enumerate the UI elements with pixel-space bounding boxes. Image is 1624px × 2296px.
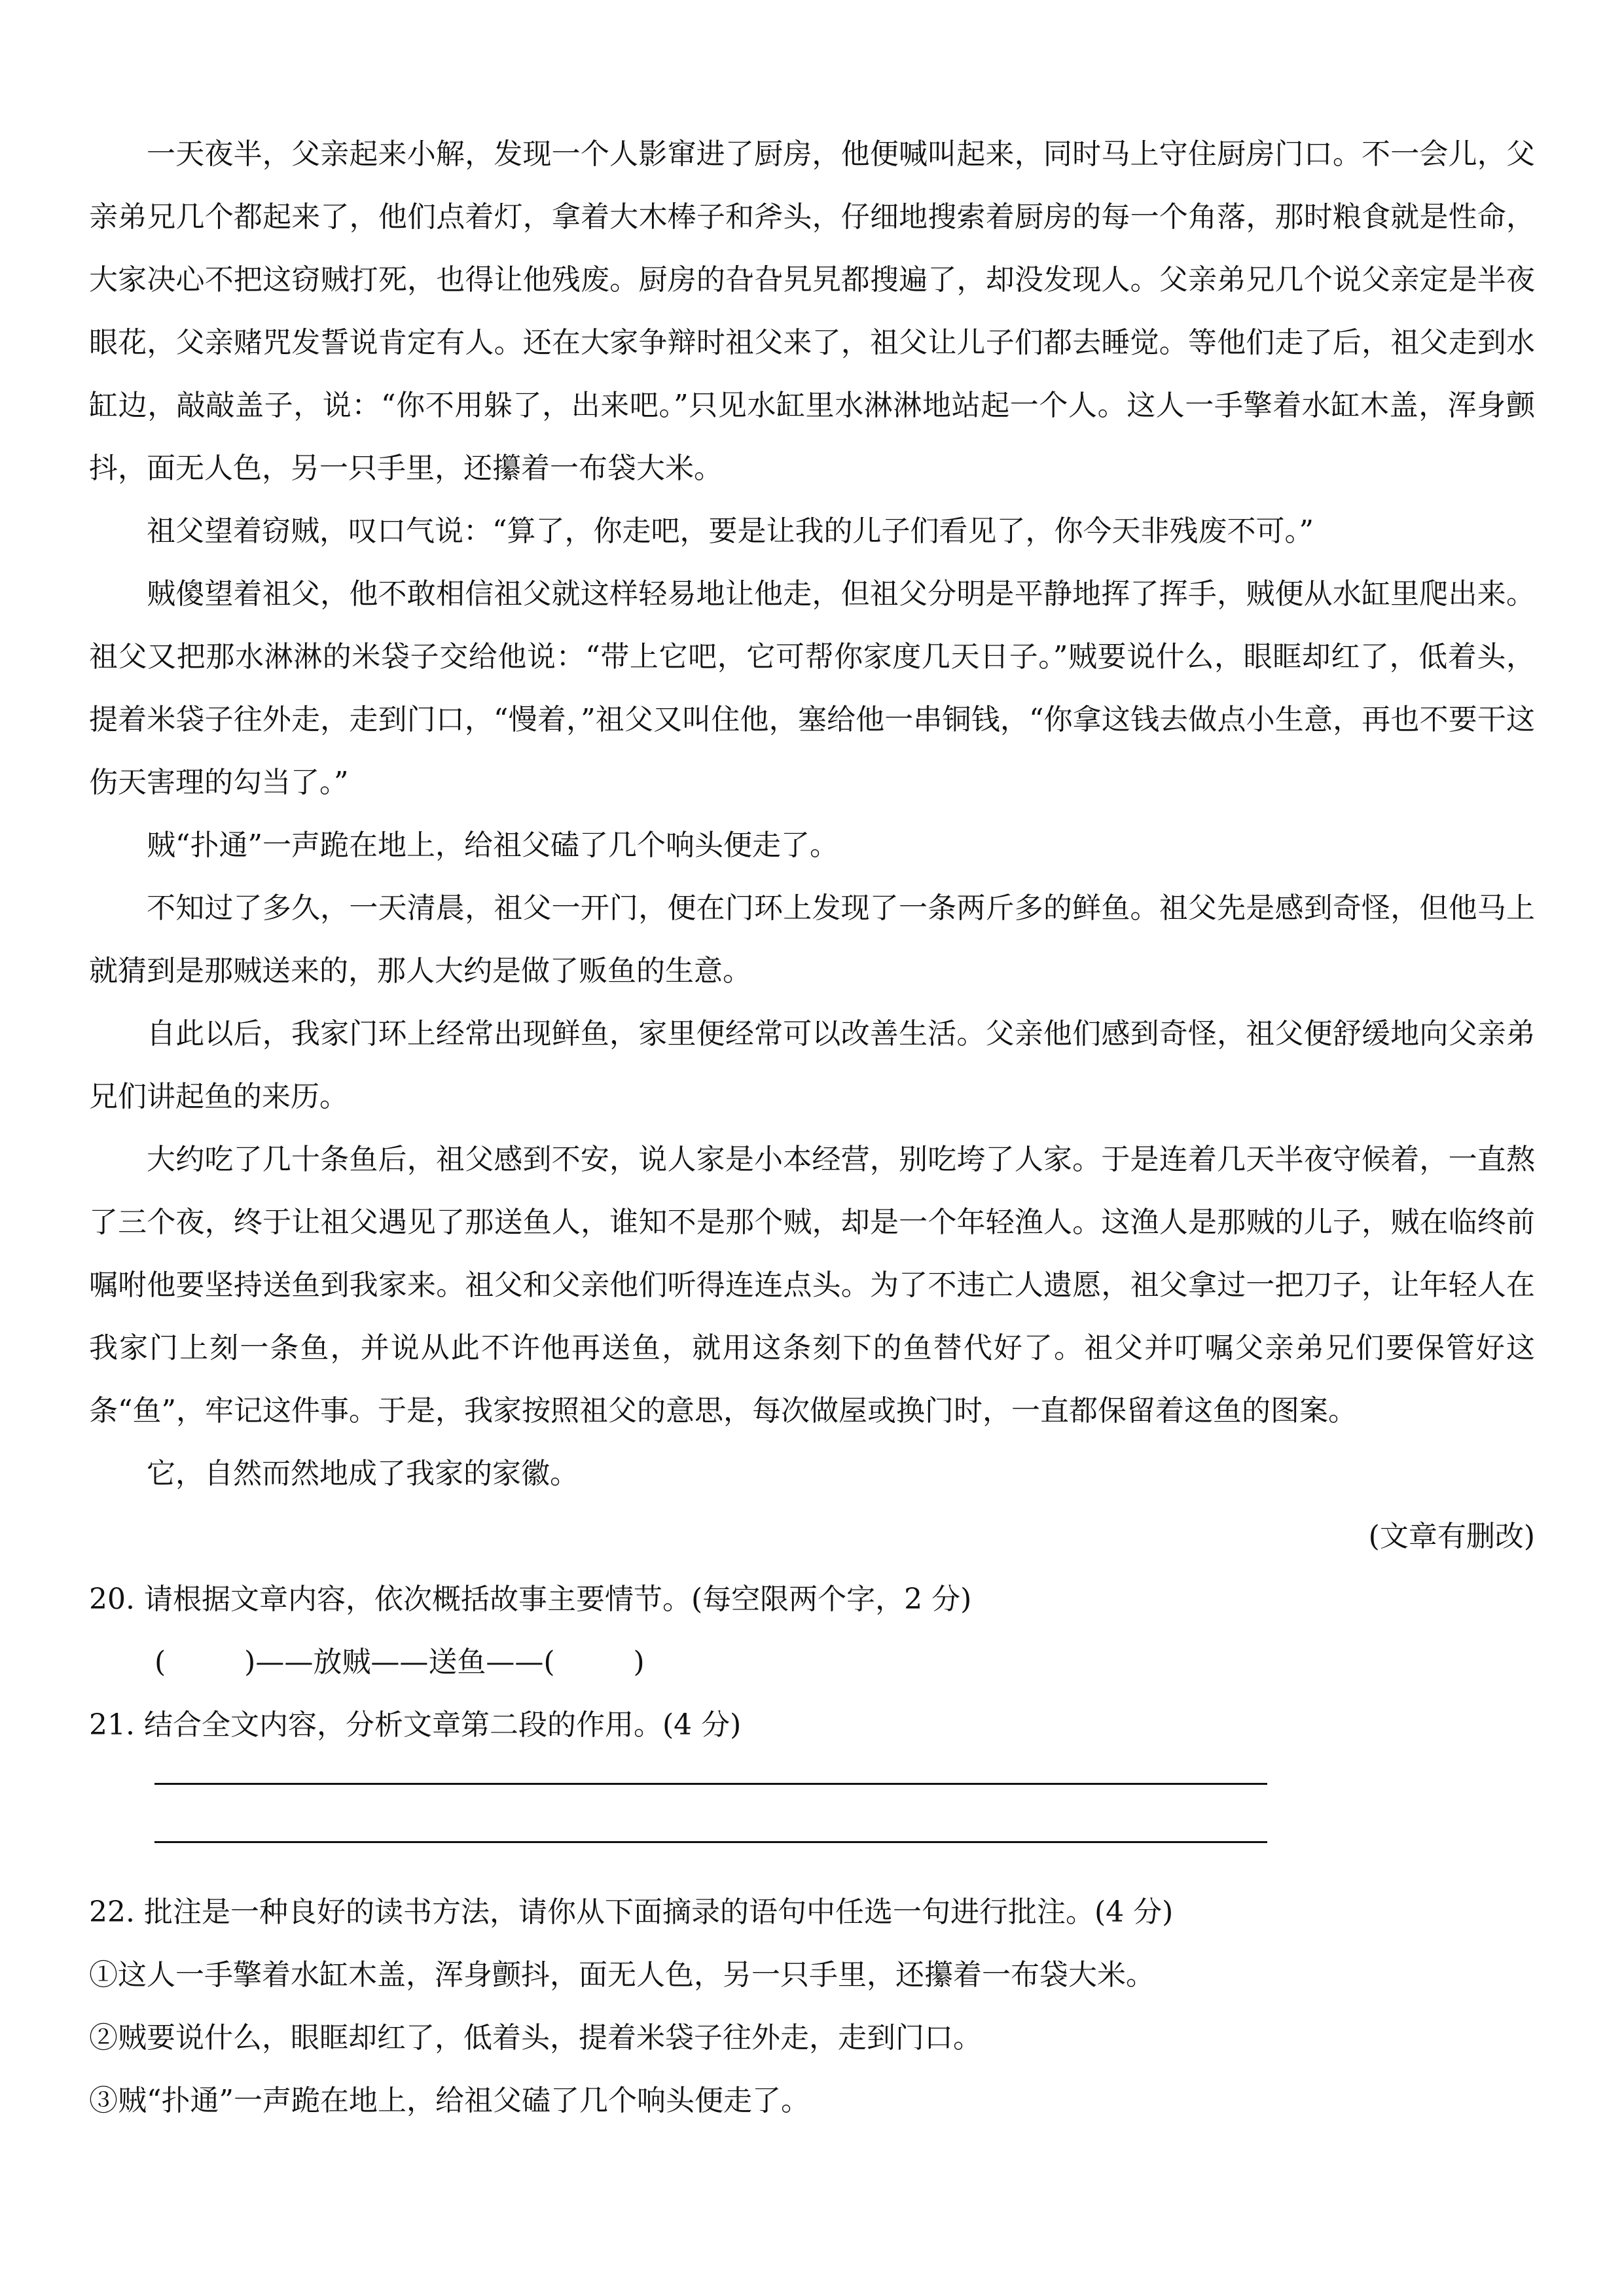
answer-line[interactable]	[154, 1783, 1267, 1785]
article-paragraph: 一天夜半，父亲起来小解，发现一个人影窜进了厨房，他便喊叫起来，同时马上守住厨房门口。不一会儿，父亲弟兄几个都起来了，他们点着灯，拿着大木棒子和斧头，仔细地搜索着厨房的每一个角落，那时粮食就是性命，大家决心不把这窃贼打死，也得让他残废。厨房的旮旮旯旯都搜遍了，却没发现人。父亲弟兄几个说父亲定是半夜眼花，父亲赌咒发誓说肯定有人。还在大家争辩时祖父来了，祖父让儿子们都去睡觉。等他们走了后，祖父走到水缸边，敲敲盖子，说：“你不用躲了，出来吧。”只见水缸里水淋淋地站起一个人。这人一手擎着水缸木盖，浑身颤抖，面无人色，另一只手里，还攥着一布袋大米。	[89, 137, 1535, 485]
question-21-text: 21. 结合全文内容，分析文章第二段的作用。(4 分)	[89, 1708, 742, 1742]
article-paragraph: 祖父望着窃贼，叹口气说：“算了，你走吧，要是让我的儿子们看见了，你今天非残废不可。”	[147, 514, 1314, 548]
article-paragraph: 贼“扑通”一声跪在地上，给祖父磕了几个响头便走了。	[147, 829, 839, 862]
article-paragraph: 贼傻望着祖父，他不敢相信祖父就这样轻易地让他走，但祖父分明是平静地挥了挥手，贼便从水缸里爬出来。祖父又把那水淋淋的米袋子交给他说：“带上它吧，它可帮你家度几天日子。”贼要说什么，眼眶却红了，低着头，提着米袋子往外走，走到门口，“慢着，”祖父又叫住他，塞给他一串铜钱，“你拿这钱去做点小生意，再也不要干这伤天害理的勾当了。”	[89, 577, 1535, 799]
question-20-text: 20. 请根据文章内容，依次概括故事主要情节。(每空限两个字，2 分)	[89, 1583, 972, 1616]
fill-middle-text: )——放贼——送鱼——(	[244, 1645, 555, 1679]
source-note: (文章有删改)	[1368, 1520, 1535, 1553]
question-22-option: ①这人一手擎着水缸木盖，浑身颤抖，面无人色，另一只手里，还攥着一布袋大米。	[89, 1958, 1155, 1992]
answer-line[interactable]	[154, 1841, 1267, 1843]
article-paragraph: 大约吃了几十条鱼后，祖父感到不安，说人家是小本经营，别吃垮了人家。于是连着几天半夜守候着，一直熬了三个夜，终于让祖父遇见了那送鱼人，谁知不是那个贼，却是一个年轻渔人。这渔人是那贼的儿子，贼在临终前嘱咐他要坚持送鱼到我家来。祖父和父亲他们听得连连点头。为了不违亡人遗愿，祖父拿过一把刀子，让年轻人在我家门上刻一条鱼，并说从此不许他再送鱼，就用这条刻下的鱼替代好了。祖父并叮嘱父亲弟兄们要保管好这条“鱼”，牢记这件事。于是，我家按照祖父的意思，每次做屋或换门时，一直都保留着这鱼的图案。	[89, 1143, 1535, 1427]
question-21	[89, 1694, 1535, 1843]
question-22-text: 22. 批注是一种良好的读书方法，请你从下面摘录的语句中任选一句进行批注。(4 分)	[89, 1895, 1174, 1929]
article-paragraph: 它，自然而然地成了我家的家徽。	[147, 1457, 579, 1490]
question-22-option: ②贼要说什么，眼眶却红了，低着头，提着米袋子往外走，走到门口。	[89, 2021, 982, 2054]
fill-close-paren: )	[633, 1645, 645, 1679]
fill-open-paren: (	[154, 1645, 166, 1679]
question-20-fill-row	[89, 1631, 1535, 1694]
article	[89, 123, 1535, 1568]
article-paragraph: 自此以后，我家门环上经常出现鲜鱼，家里便经常可以改善生活。父亲他们感到奇怪，祖父便舒缓地向父亲弟兄们讲起鱼的来历。	[89, 1017, 1535, 1113]
article-paragraph: 不知过了多久，一天清晨，祖父一开门，便在门环上发现了一条两斤多的鲜鱼。祖父先是感到奇怪，但他马上就猜到是那贼送来的，那人大约是做了贩鱼的生意。	[89, 891, 1535, 988]
question-22	[89, 1881, 1535, 2132]
question-20	[89, 1568, 1535, 1694]
question-22-option: ③贼“扑通”一声跪在地上，给祖父磕了几个响头便走了。	[89, 2084, 810, 2117]
